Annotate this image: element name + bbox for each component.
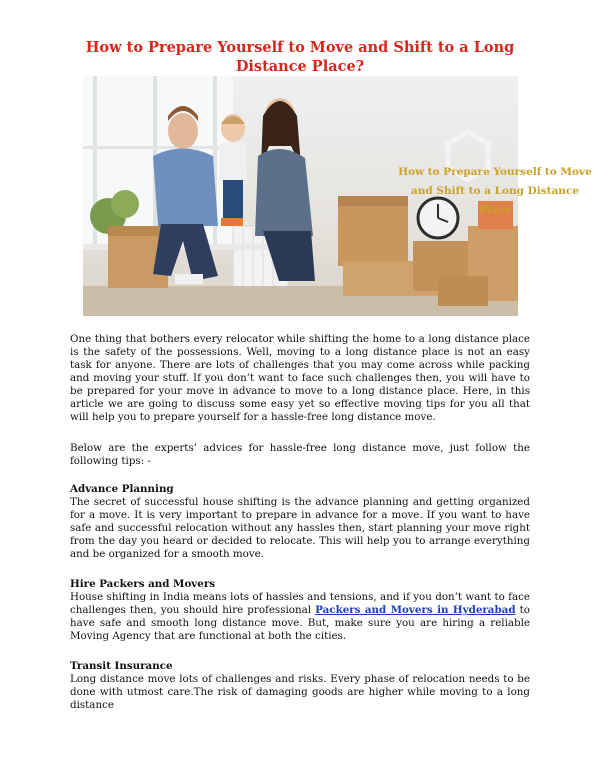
section-transit-insurance bbox=[70, 660, 530, 712]
section-text-after: to have safe and smooth long distance move. But, make sure you are hiring a reliable Moving Agency that are functional at both the cities. bbox=[70, 604, 530, 642]
section-advance-planning bbox=[70, 483, 530, 561]
lead-in-paragraph bbox=[70, 442, 530, 468]
lead-in-text: Below are the experts’ advices for hassle-free long distance move, just follow the following tips: - bbox=[70, 442, 530, 467]
section-text-before: House shifting in India means lots of hassles and tensions, and if you don’t want to face challenges then, you should hire professional bbox=[70, 591, 530, 616]
intro-paragraph bbox=[70, 333, 530, 424]
packers-movers-hyderabad-link[interactable]: Packers and Movers in Hyderabad bbox=[315, 604, 516, 616]
section-text: Long distance move lots of challenges and risks. Every phase of relocation needs to be done with utmost care.The risk of damaging goods are higher while moving to a long distance bbox=[70, 673, 530, 711]
section-text: The secret of successful house shifting is the advance planning and getting organized for a move. It is very important to prepare in advance for a move. If you want to have safe and successful relocation without any hassles then, start planning your move right from the day you heard or decided to relocate. This will help you to arrange everything and be organized for a smooth move. bbox=[70, 496, 530, 560]
article-title: How to Prepare Yourself to Move and Shift to a Long Distance Place? bbox=[85, 39, 515, 75]
intro-text: One thing that bothers every relocator while shifting the home to a long distance place is the safety of the possessions. Well, moving to a long distance place is not an easy task for anyone. There are lots of challenges that you may come across while packing and moving your stuff. If you don’t want to face such challenges then, you will have to be prepared for your move in advance to move to a long distance place. Here, in this article we are going to discuss some easy yet so effective moving tips for you all that will help you to prepare yourself for a hassle-free long distance move. bbox=[70, 333, 530, 423]
image-caption: How to Prepare Yourself to Move and Shift to a Long Distance Place bbox=[398, 166, 592, 216]
section-hire-packers bbox=[70, 578, 530, 643]
section-heading: Hire Packers and Movers bbox=[70, 578, 216, 590]
section-heading: Advance Planning bbox=[70, 483, 174, 495]
hero-image bbox=[83, 76, 592, 316]
section-text bbox=[70, 591, 530, 643]
section-heading: Transit Insurance bbox=[70, 660, 173, 672]
